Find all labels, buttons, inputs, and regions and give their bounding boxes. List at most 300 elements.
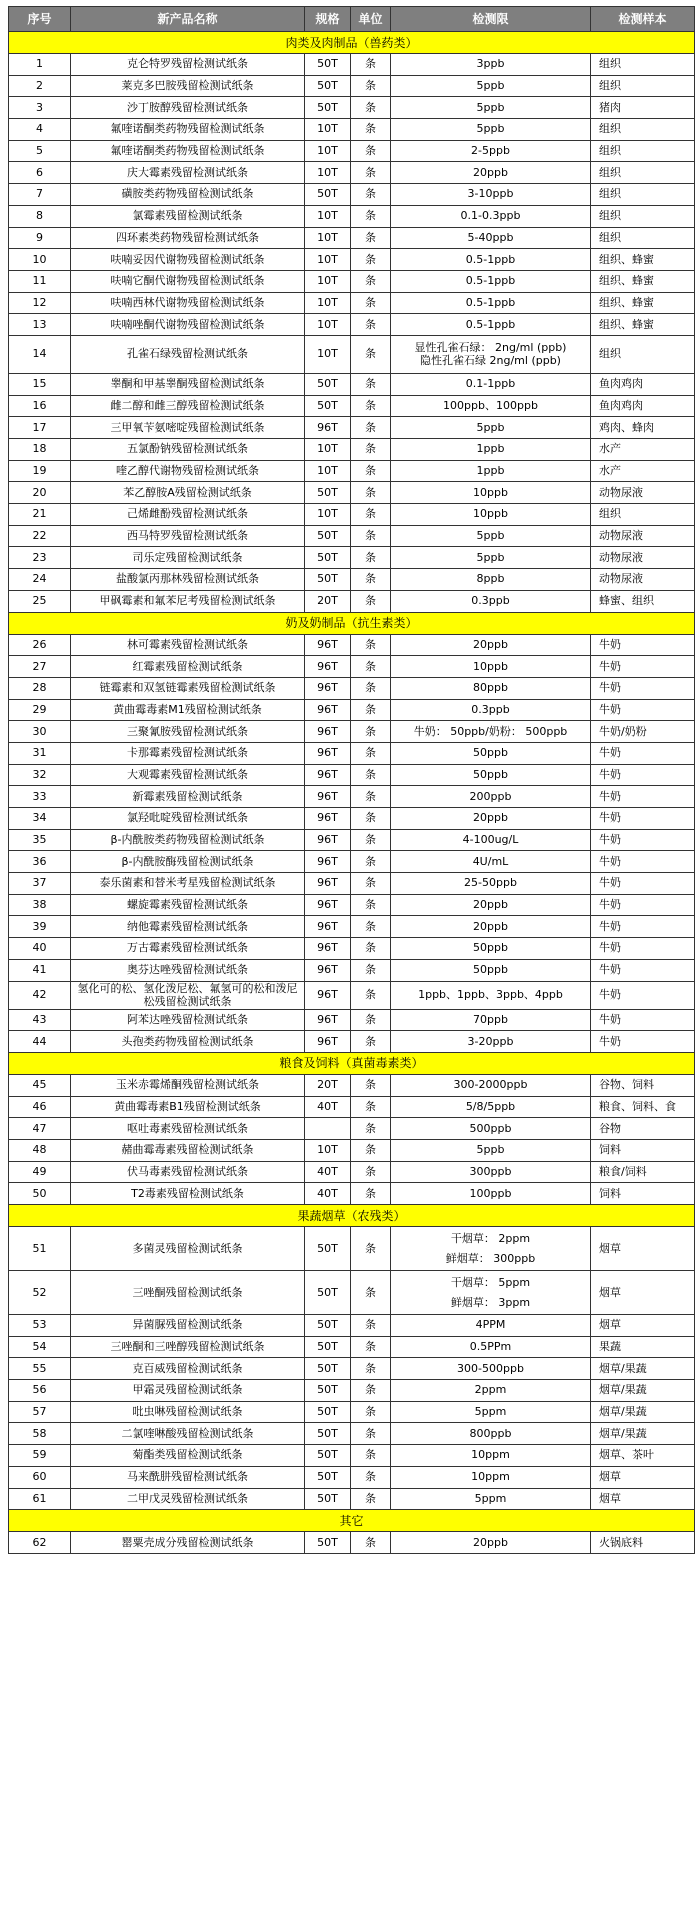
row-sample: 牛奶 <box>591 764 695 786</box>
row-unit: 条 <box>351 1445 391 1467</box>
row-number: 28 <box>9 677 71 699</box>
row-sample: 粮食、饲料、食 <box>591 1096 695 1118</box>
row-sample: 烟草 <box>591 1271 695 1315</box>
row-detection-limit: 0.3ppb <box>391 699 591 721</box>
row-sample: 动物尿液 <box>591 569 695 591</box>
row-sample: 组织、蜂蜜 <box>591 292 695 314</box>
row-detection-limit: 100ppb <box>391 1183 591 1205</box>
row-sample: 烟草 <box>591 1227 695 1271</box>
row-spec: 10T <box>305 504 351 526</box>
row-spec: 10T <box>305 460 351 482</box>
row-sample: 烟草 <box>591 1466 695 1488</box>
row-unit: 条 <box>351 314 391 336</box>
row-detection-limit: 25-50ppb <box>391 873 591 895</box>
row-number: 53 <box>9 1315 71 1337</box>
row-spec: 96T <box>305 894 351 916</box>
row-spec: 96T <box>305 677 351 699</box>
row-product-name: 呋喃西林代谢物残留检测试纸条 <box>71 292 305 314</box>
row-unit: 条 <box>351 1271 391 1315</box>
row-sample: 组织 <box>591 119 695 141</box>
row-product-name: 黄曲霉毒素B1残留检测试纸条 <box>71 1096 305 1118</box>
row-product-name: 四环素类药物残留检测试纸条 <box>71 227 305 249</box>
row-number: 59 <box>9 1445 71 1467</box>
row-detection-limit: 20ppb <box>391 162 591 184</box>
row-number: 23 <box>9 547 71 569</box>
row-spec: 10T <box>305 314 351 336</box>
row-spec: 50T <box>305 1532 351 1554</box>
row-unit: 条 <box>351 373 391 395</box>
table-row <box>9 439 695 461</box>
row-unit: 条 <box>351 460 391 482</box>
row-detection-limit: 4-100ug/L <box>391 829 591 851</box>
row-unit: 条 <box>351 699 391 721</box>
row-spec: 96T <box>305 417 351 439</box>
row-product-name: 玉米赤霉烯酮残留检测试纸条 <box>71 1074 305 1096</box>
row-number: 42 <box>9 981 71 1009</box>
product-table <box>8 6 695 1554</box>
row-product-name: 螺旋霉素残留检测试纸条 <box>71 894 305 916</box>
row-number: 19 <box>9 460 71 482</box>
row-number: 51 <box>9 1227 71 1271</box>
table-row <box>9 656 695 678</box>
row-number: 31 <box>9 742 71 764</box>
row-product-name: 沙丁胺醇残留检测试纸条 <box>71 97 305 119</box>
row-detection-limit: 5ppb <box>391 547 591 569</box>
row-sample: 组织、蜂蜜 <box>591 270 695 292</box>
row-spec: 50T <box>305 547 351 569</box>
row-detection-limit: 2ppm <box>391 1380 591 1402</box>
row-number: 1 <box>9 54 71 76</box>
row-spec: 10T <box>305 227 351 249</box>
row-sample: 烟草 <box>591 1488 695 1510</box>
row-sample: 猪肉 <box>591 97 695 119</box>
row-spec: 50T <box>305 1271 351 1315</box>
row-unit: 条 <box>351 894 391 916</box>
row-sample: 火锅底料 <box>591 1532 695 1554</box>
row-spec: 50T <box>305 54 351 76</box>
row-detection-limit: 5/8/5ppb <box>391 1096 591 1118</box>
row-detection-limit: 0.3ppb <box>391 590 591 612</box>
row-unit: 条 <box>351 764 391 786</box>
row-spec: 40T <box>305 1096 351 1118</box>
table-row <box>9 395 695 417</box>
section-title: 果蔬烟草（农残类） <box>9 1205 695 1227</box>
row-number: 47 <box>9 1118 71 1140</box>
row-number: 61 <box>9 1488 71 1510</box>
row-sample: 组织、蜂蜜 <box>591 249 695 271</box>
row-unit: 条 <box>351 1466 391 1488</box>
header-spec: 规格 <box>305 7 351 32</box>
header-no: 序号 <box>9 7 71 32</box>
row-product-name: 纳他霉素残留检测试纸条 <box>71 916 305 938</box>
table-row <box>9 1031 695 1053</box>
row-number: 56 <box>9 1380 71 1402</box>
row-spec: 50T <box>305 1401 351 1423</box>
row-sample: 牛奶 <box>591 1009 695 1031</box>
row-product-name: 孔雀石绿残留检测试纸条 <box>71 335 305 373</box>
row-product-name: 睾酮和甲基睾酮残留检测试纸条 <box>71 373 305 395</box>
row-sample: 水产 <box>591 460 695 482</box>
row-detection-limit: 0.1-0.3ppb <box>391 205 591 227</box>
row-spec: 40T <box>305 1183 351 1205</box>
row-product-name: 万古霉素残留检测试纸条 <box>71 938 305 960</box>
table-row <box>9 1183 695 1205</box>
row-spec: 96T <box>305 981 351 1009</box>
row-detection-limit: 20ppb <box>391 634 591 656</box>
row-unit: 条 <box>351 1336 391 1358</box>
row-sample: 果蔬 <box>591 1336 695 1358</box>
row-sample: 动物尿液 <box>591 482 695 504</box>
row-product-name: 克仑特罗残留检测试纸条 <box>71 54 305 76</box>
row-product-name: 三聚氰胺残留检测试纸条 <box>71 721 305 743</box>
row-product-name: 西马特罗残留检测试纸条 <box>71 525 305 547</box>
row-spec <box>305 1118 351 1140</box>
row-unit: 条 <box>351 184 391 206</box>
row-sample: 牛奶 <box>591 656 695 678</box>
table-row <box>9 460 695 482</box>
row-product-name: 氯霉素残留检测试纸条 <box>71 205 305 227</box>
row-spec: 96T <box>305 851 351 873</box>
section-header-row <box>9 1052 695 1074</box>
row-unit: 条 <box>351 205 391 227</box>
table-row <box>9 851 695 873</box>
row-detection-limit: 5ppb <box>391 97 591 119</box>
row-spec: 50T <box>305 395 351 417</box>
row-unit: 条 <box>351 916 391 938</box>
row-spec: 20T <box>305 590 351 612</box>
row-sample: 水产 <box>591 439 695 461</box>
table-row <box>9 1466 695 1488</box>
row-detection-limit: 干烟草： 5ppm 鲜烟草： 3ppm <box>391 1271 591 1315</box>
row-number: 57 <box>9 1401 71 1423</box>
section-header-row <box>9 612 695 634</box>
table-body <box>9 32 695 1554</box>
row-number: 43 <box>9 1009 71 1031</box>
section-header-row <box>9 1205 695 1227</box>
row-detection-limit: 70ppb <box>391 1009 591 1031</box>
row-number: 16 <box>9 395 71 417</box>
row-unit: 条 <box>351 851 391 873</box>
row-product-name: 多菌灵残留检测试纸条 <box>71 1227 305 1271</box>
row-product-name: 氢化可的松、氢化泼尼松、氟氢可的松和泼尼松残留检测试纸条 <box>71 981 305 1009</box>
row-detection-limit: 20ppb <box>391 808 591 830</box>
row-number: 14 <box>9 335 71 373</box>
table-row <box>9 184 695 206</box>
row-sample: 鱼肉鸡肉 <box>591 373 695 395</box>
row-detection-limit: 20ppb <box>391 894 591 916</box>
row-number: 46 <box>9 1096 71 1118</box>
row-detection-limit: 80ppb <box>391 677 591 699</box>
table-row <box>9 1009 695 1031</box>
table-row <box>9 590 695 612</box>
table-row <box>9 938 695 960</box>
row-sample: 牛奶 <box>591 873 695 895</box>
row-product-name: 二氯喹啉酸残留检测试纸条 <box>71 1423 305 1445</box>
row-number: 6 <box>9 162 71 184</box>
row-number: 17 <box>9 417 71 439</box>
row-number: 27 <box>9 656 71 678</box>
row-unit: 条 <box>351 119 391 141</box>
table-row <box>9 764 695 786</box>
row-detection-limit: 5ppb <box>391 525 591 547</box>
row-number: 3 <box>9 97 71 119</box>
row-detection-limit: 300-2000ppb <box>391 1074 591 1096</box>
table-row <box>9 699 695 721</box>
row-detection-limit: 0.5-1ppb <box>391 249 591 271</box>
row-spec: 10T <box>305 140 351 162</box>
row-sample: 烟草/果蔬 <box>591 1358 695 1380</box>
table-row <box>9 1380 695 1402</box>
row-unit: 条 <box>351 656 391 678</box>
table-row <box>9 97 695 119</box>
row-product-name: 雌二醇和雌三醇残留检测试纸条 <box>71 395 305 417</box>
table-row <box>9 916 695 938</box>
row-spec: 96T <box>305 742 351 764</box>
row-spec: 50T <box>305 75 351 97</box>
row-unit: 条 <box>351 959 391 981</box>
table-row <box>9 1096 695 1118</box>
row-spec: 40T <box>305 1161 351 1183</box>
row-detection-limit: 3-20ppb <box>391 1031 591 1053</box>
table-row <box>9 1161 695 1183</box>
table-row <box>9 873 695 895</box>
row-sample: 组织、蜂蜜 <box>591 314 695 336</box>
row-unit: 条 <box>351 482 391 504</box>
row-unit: 条 <box>351 1139 391 1161</box>
table-row <box>9 482 695 504</box>
row-sample: 鱼肉鸡肉 <box>591 395 695 417</box>
row-sample: 牛奶 <box>591 938 695 960</box>
row-sample: 组织 <box>591 75 695 97</box>
row-detection-limit: 200ppb <box>391 786 591 808</box>
row-product-name: 黄曲霉毒素M1残留检测试纸条 <box>71 699 305 721</box>
header-name: 新产品名称 <box>71 7 305 32</box>
table-row <box>9 373 695 395</box>
row-detection-limit: 5ppb <box>391 119 591 141</box>
header-unit: 单位 <box>351 7 391 32</box>
row-sample: 谷物 <box>591 1118 695 1140</box>
row-product-name: 克百威残留检测试纸条 <box>71 1358 305 1380</box>
row-sample: 牛奶 <box>591 916 695 938</box>
row-unit: 条 <box>351 1118 391 1140</box>
row-spec: 50T <box>305 1380 351 1402</box>
row-number: 54 <box>9 1336 71 1358</box>
row-unit: 条 <box>351 97 391 119</box>
row-detection-limit: 牛奶： 50ppb/奶粉： 500ppb <box>391 721 591 743</box>
row-sample: 组织 <box>591 335 695 373</box>
row-spec: 96T <box>305 656 351 678</box>
row-number: 49 <box>9 1161 71 1183</box>
row-unit: 条 <box>351 981 391 1009</box>
row-number: 38 <box>9 894 71 916</box>
row-number: 39 <box>9 916 71 938</box>
row-product-name: 卡那霉素残留检测试纸条 <box>71 742 305 764</box>
table-row <box>9 249 695 271</box>
row-sample: 鸡肉、蜂肉 <box>591 417 695 439</box>
table-row <box>9 54 695 76</box>
row-sample: 牛奶 <box>591 851 695 873</box>
row-spec: 10T <box>305 119 351 141</box>
table-row <box>9 227 695 249</box>
row-unit: 条 <box>351 547 391 569</box>
row-product-name: 吡虫啉残留检测试纸条 <box>71 1401 305 1423</box>
table-row <box>9 1532 695 1554</box>
row-product-name: 庆大霉素残留检测试纸条 <box>71 162 305 184</box>
row-detection-limit: 10ppb <box>391 482 591 504</box>
row-product-name: 罂粟壳成分残留检测试纸条 <box>71 1532 305 1554</box>
row-spec: 96T <box>305 938 351 960</box>
row-detection-limit: 0.5PPm <box>391 1336 591 1358</box>
row-spec: 50T <box>305 184 351 206</box>
row-sample: 牛奶 <box>591 829 695 851</box>
section-title: 奶及奶制品（抗生素类） <box>9 612 695 634</box>
row-product-name: 氟喹诺酮类药物残留检测试纸条 <box>71 140 305 162</box>
row-detection-limit: 10ppb <box>391 656 591 678</box>
row-detection-limit: 1ppb <box>391 460 591 482</box>
row-unit: 条 <box>351 162 391 184</box>
table-row <box>9 1336 695 1358</box>
row-detection-limit: 4PPM <box>391 1315 591 1337</box>
row-sample: 牛奶 <box>591 634 695 656</box>
table-row <box>9 119 695 141</box>
row-detection-limit: 5ppb <box>391 417 591 439</box>
row-number: 35 <box>9 829 71 851</box>
row-product-name: 盐酸氯丙那林残留检测试纸条 <box>71 569 305 591</box>
row-sample: 组织 <box>591 205 695 227</box>
row-detection-limit: 3-10ppb <box>391 184 591 206</box>
row-unit: 条 <box>351 1183 391 1205</box>
row-number: 15 <box>9 373 71 395</box>
row-product-name: 呋喃唑酮代谢物残留检测试纸条 <box>71 314 305 336</box>
row-spec: 96T <box>305 721 351 743</box>
row-number: 7 <box>9 184 71 206</box>
row-product-name: 马来酰肼残留检测试纸条 <box>71 1466 305 1488</box>
row-detection-limit: 4U/mL <box>391 851 591 873</box>
table-row <box>9 314 695 336</box>
row-product-name: 头孢类药物残留检测试纸条 <box>71 1031 305 1053</box>
row-spec: 20T <box>305 1074 351 1096</box>
row-detection-limit: 10ppb <box>391 504 591 526</box>
section-header-row <box>9 1510 695 1532</box>
row-sample: 组织 <box>591 504 695 526</box>
table-row <box>9 1139 695 1161</box>
table-row <box>9 75 695 97</box>
table-row <box>9 1227 695 1271</box>
row-sample: 牛奶 <box>591 981 695 1009</box>
row-unit: 条 <box>351 938 391 960</box>
row-number: 33 <box>9 786 71 808</box>
row-spec: 50T <box>305 1445 351 1467</box>
header-row <box>9 7 695 32</box>
row-sample: 动物尿液 <box>591 525 695 547</box>
row-unit: 条 <box>351 1380 391 1402</box>
section-header-row <box>9 32 695 54</box>
row-spec: 10T <box>305 162 351 184</box>
row-spec: 96T <box>305 1009 351 1031</box>
row-spec: 10T <box>305 292 351 314</box>
row-detection-limit: 5ppm <box>391 1488 591 1510</box>
row-product-name: 呋喃它酮代谢物残留检测试纸条 <box>71 270 305 292</box>
row-unit: 条 <box>351 292 391 314</box>
row-detection-limit: 100ppb、100ppb <box>391 395 591 417</box>
row-number: 55 <box>9 1358 71 1380</box>
row-product-name: 奥芬达唑残留检测试纸条 <box>71 959 305 981</box>
row-sample: 组织 <box>591 140 695 162</box>
row-detection-limit: 5-40ppb <box>391 227 591 249</box>
row-number: 4 <box>9 119 71 141</box>
row-spec: 96T <box>305 829 351 851</box>
row-sample: 牛奶 <box>591 1031 695 1053</box>
row-spec: 96T <box>305 764 351 786</box>
row-unit: 条 <box>351 1401 391 1423</box>
row-product-name: 喹乙醇代谢物残留检测试纸条 <box>71 460 305 482</box>
section-title: 肉类及肉制品（兽药类） <box>9 32 695 54</box>
row-number: 22 <box>9 525 71 547</box>
row-unit: 条 <box>351 75 391 97</box>
row-product-name: 磺胺类药物残留检测试纸条 <box>71 184 305 206</box>
row-spec: 10T <box>305 205 351 227</box>
row-unit: 条 <box>351 1031 391 1053</box>
row-detection-limit: 5ppb <box>391 75 591 97</box>
row-sample: 组织 <box>591 54 695 76</box>
row-spec: 96T <box>305 959 351 981</box>
row-product-name: 己烯雌酚残留检测试纸条 <box>71 504 305 526</box>
table-row <box>9 1488 695 1510</box>
row-detection-limit: 5ppb <box>391 1139 591 1161</box>
section-title: 粮食及饲料（真菌毒素类） <box>9 1052 695 1074</box>
row-product-name: 异菌脲残留检测试纸条 <box>71 1315 305 1337</box>
row-product-name: 阿苯达唑残留检测试纸条 <box>71 1009 305 1031</box>
table-row <box>9 569 695 591</box>
row-unit: 条 <box>351 1315 391 1337</box>
row-sample: 动物尿液 <box>591 547 695 569</box>
row-unit: 条 <box>351 335 391 373</box>
row-product-name: 甲霜灵残留检测试纸条 <box>71 1380 305 1402</box>
row-sample: 烟草/果蔬 <box>591 1401 695 1423</box>
row-unit: 条 <box>351 829 391 851</box>
table-row <box>9 547 695 569</box>
row-product-name: 伏马毒素残留检测试纸条 <box>71 1161 305 1183</box>
product-table-sheet <box>8 6 694 1554</box>
row-unit: 条 <box>351 808 391 830</box>
row-unit: 条 <box>351 1074 391 1096</box>
row-unit: 条 <box>351 1096 391 1118</box>
row-number: 8 <box>9 205 71 227</box>
row-unit: 条 <box>351 504 391 526</box>
table-row <box>9 1074 695 1096</box>
row-spec: 96T <box>305 808 351 830</box>
row-product-name: 苯乙醇胺A残留检测试纸条 <box>71 482 305 504</box>
table-row <box>9 829 695 851</box>
row-number: 24 <box>9 569 71 591</box>
table-row <box>9 1423 695 1445</box>
row-sample: 牛奶 <box>591 894 695 916</box>
row-spec: 50T <box>305 569 351 591</box>
row-product-name: 莱克多巴胺残留检测试纸条 <box>71 75 305 97</box>
row-number: 45 <box>9 1074 71 1096</box>
row-sample: 谷物、饲料 <box>591 1074 695 1096</box>
row-number: 62 <box>9 1532 71 1554</box>
row-product-name: 三唑酮残留检测试纸条 <box>71 1271 305 1315</box>
row-detection-limit: 20ppb <box>391 916 591 938</box>
row-unit: 条 <box>351 417 391 439</box>
row-spec: 50T <box>305 525 351 547</box>
row-product-name: 三甲氧苄氨嘧啶残留检测试纸条 <box>71 417 305 439</box>
row-number: 30 <box>9 721 71 743</box>
row-spec: 96T <box>305 873 351 895</box>
row-sample: 烟草、茶叶 <box>591 1445 695 1467</box>
row-number: 18 <box>9 439 71 461</box>
